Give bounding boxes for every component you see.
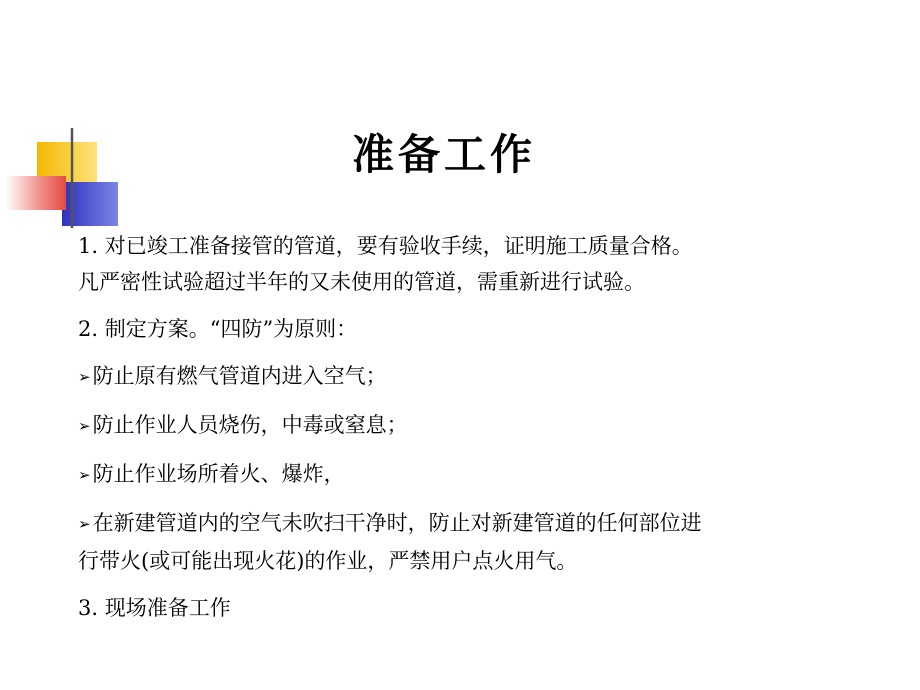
text-line: 1. 对已竣工准备接管的管道，要有验收手续，证明施工质量合格。 (78, 234, 693, 258)
text-line: 防止原有燃气管道内进入空气； (92, 364, 387, 388)
bullet-item (78, 358, 848, 396)
arrow-bullet-icon: ➢ (78, 466, 91, 484)
text-line: 在新建管道内的空气未吹扫干净时，防止对新建管道的任何部位进 (92, 511, 702, 535)
text-line: 行带火(或可能出现火花)的作业，严禁用户点火用气。 (78, 549, 578, 573)
arrow-bullet-icon: ➢ (78, 368, 91, 386)
text-line: 凡严密性试验超过半年的又未使用的管道，需重新进行试验。 (78, 270, 645, 294)
list-item (78, 228, 848, 300)
bullet-item (78, 407, 848, 445)
text-line: 防止作业场所着火、爆炸， (92, 462, 345, 486)
text-line: 3. 现场准备工作 (78, 596, 231, 620)
blue-square (62, 182, 118, 226)
decoration-graphic (0, 0, 920, 230)
list-item (78, 311, 848, 347)
text-line: 防止作业人员烧伤，中毒或窒息； (92, 413, 408, 437)
red-square (6, 176, 66, 210)
list-item (78, 590, 848, 626)
arrow-bullet-icon: ➢ (78, 515, 91, 533)
bullet-item (78, 456, 848, 494)
arrow-bullet-icon: ➢ (78, 417, 91, 435)
slide-body (78, 228, 848, 637)
text-line: 2. 制定方案。“四防”为原则： (78, 317, 358, 341)
slide-title: 准备工作 (352, 130, 537, 179)
bullet-item (78, 505, 848, 579)
